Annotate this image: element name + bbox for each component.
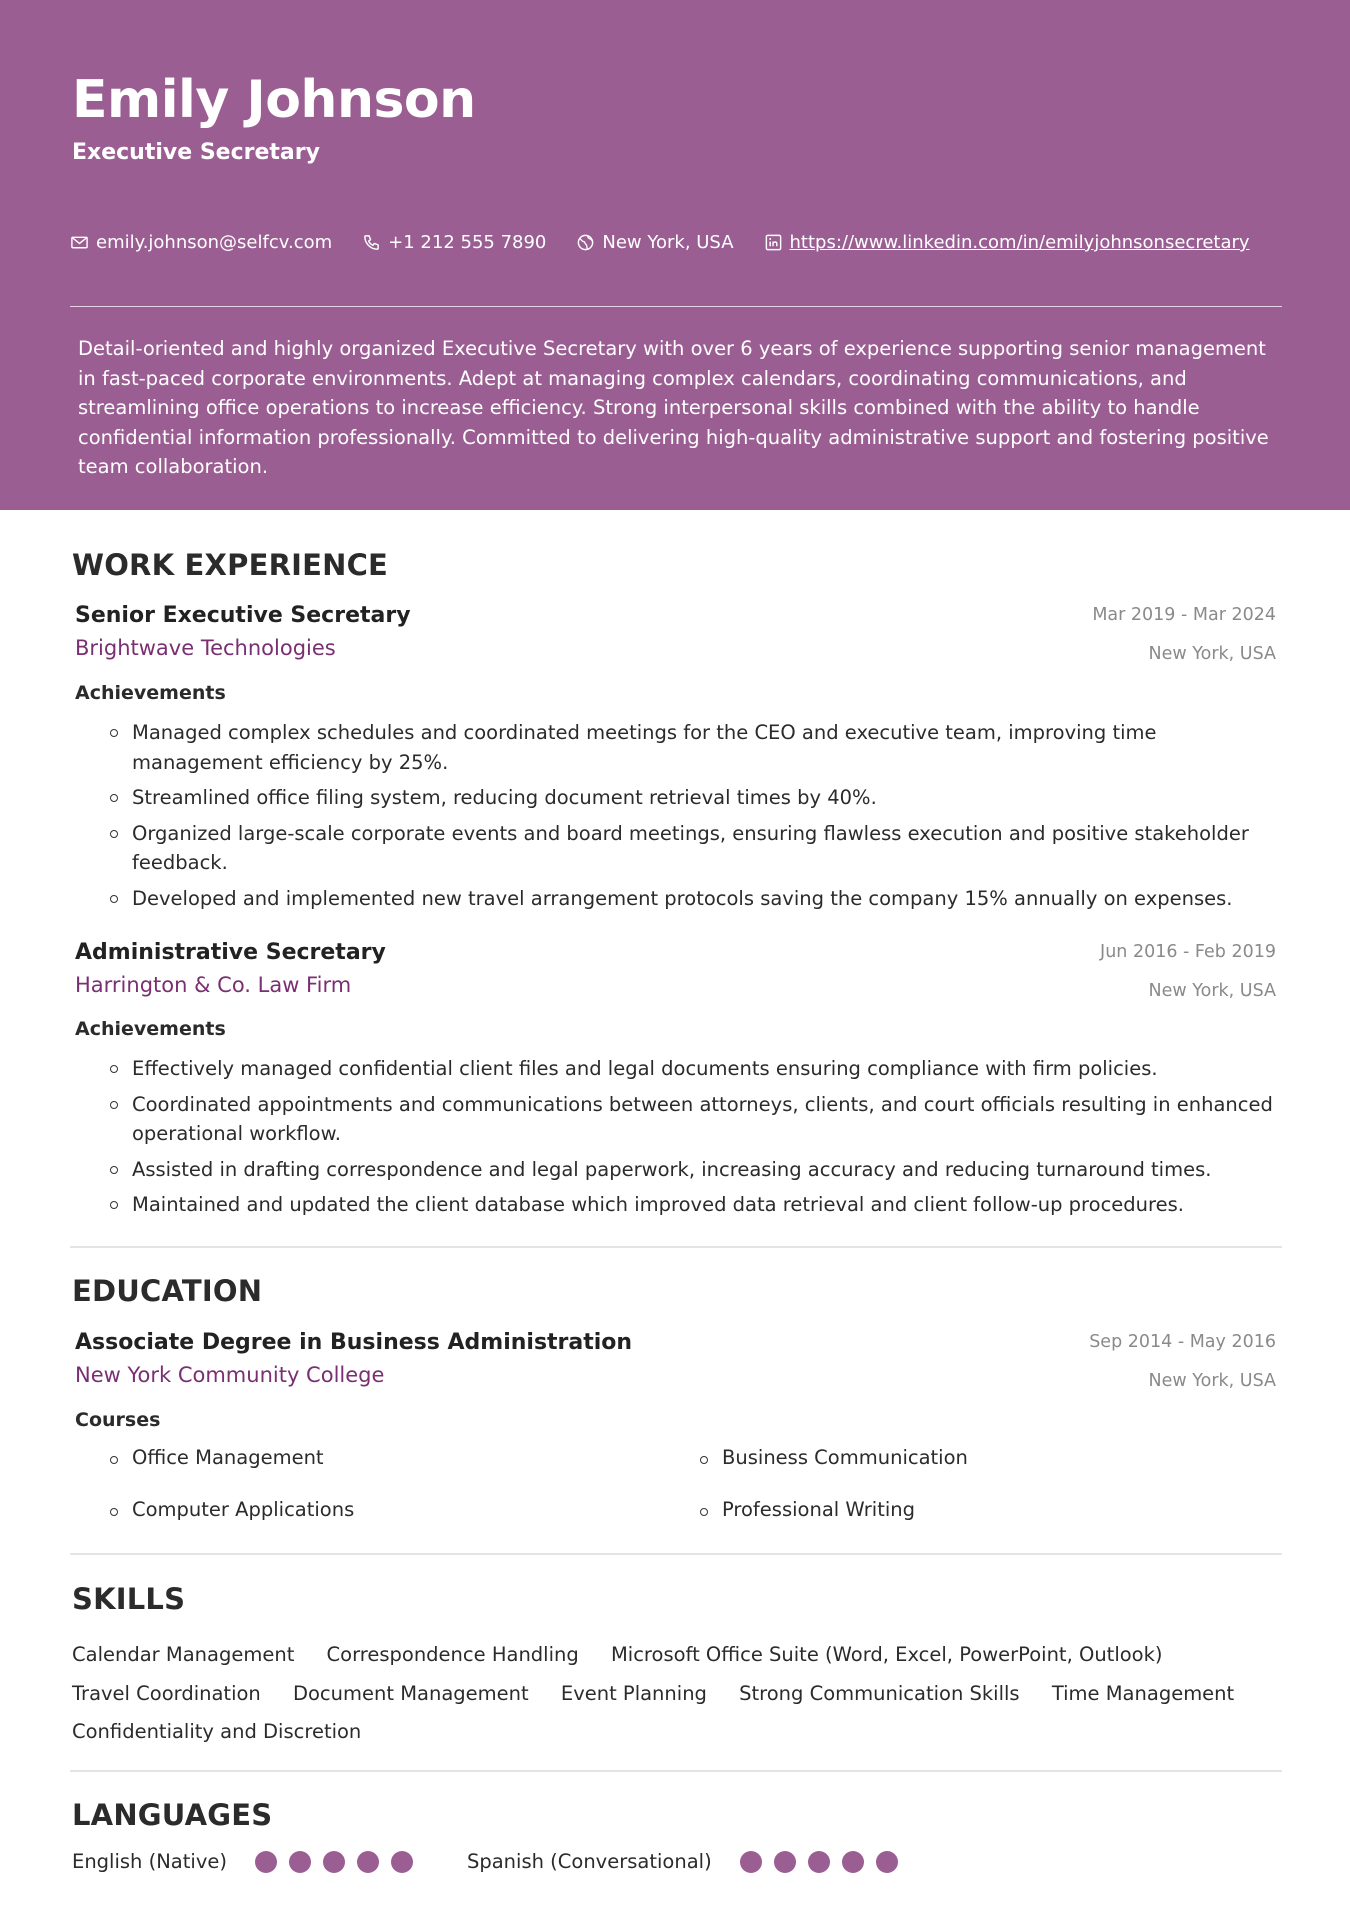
contact-email[interactable] (70, 232, 332, 253)
languages-heading: LANGUAGES (72, 1798, 273, 1832)
proficiency-dot (289, 1851, 311, 1873)
course-item: Office Management (110, 1446, 324, 1469)
linkedin-icon (764, 233, 783, 252)
skill-item: Strong Communication Skills (739, 1681, 1020, 1705)
work-experience-heading: WORK EXPERIENCE (72, 548, 389, 582)
list-item: Streamlined office filing system, reducing document retrieval times by 40%. (110, 783, 1285, 813)
section-divider (70, 1246, 1282, 1248)
language-name: English (Native) (72, 1850, 227, 1873)
skill-item: Calendar Management (72, 1643, 295, 1666)
achievements-list (110, 1054, 1285, 1226)
list-item: Coordinated appointments and communications between attorneys, clients, and court officials resulting in enhanced operational workflow. (110, 1090, 1285, 1149)
achievements-list (110, 718, 1285, 919)
header-divider (70, 306, 1282, 307)
envelope-icon (70, 233, 89, 252)
job-location: New York, USA (1148, 981, 1276, 1001)
job-dates: Mar 2019 - Mar 2024 (1092, 605, 1276, 625)
profile-summary: Detail-oriented and highly organized Executive Secretary with over 6 years of experience supporting senior management in fast-paced corporate environments. Adept at managing complex calendars, coordinating communications, and streamlining office operations to increase efficiency. Strong interpersonal skills combined with the ability to handle confidential information professionally. Committed to delivering high-quality administrative support and fostering positive team collaboration. (78, 337, 1269, 479)
list-item: Managed complex schedules and coordinated meetings for the CEO and executive team, improving time management efficiency by 25%. (110, 718, 1285, 777)
school-name: New York Community College (75, 1363, 385, 1387)
job-title: Administrative Secretary (75, 940, 386, 965)
contact-location (576, 232, 733, 253)
contact-bar (70, 232, 1300, 253)
course-item: Professional Writing (700, 1498, 915, 1521)
list-item: Organized large-scale corporate events and board meetings, ensuring flawless execution and positive stakeholder feedback. (110, 819, 1285, 878)
skill-item: Microsoft Office Suite (Word, Excel, PowerPoint, Outlook) (610, 1643, 1163, 1666)
phone-text: +1 212 555 7890 (388, 232, 547, 253)
skills-list (72, 1636, 1292, 1752)
courses-label: Courses (75, 1409, 161, 1431)
proficiency-dot (774, 1851, 796, 1873)
education-heading: EDUCATION (72, 1274, 263, 1308)
education-location: New York, USA (1148, 1371, 1276, 1391)
job-location: New York, USA (1148, 644, 1276, 664)
candidate-name: Emily Johnson (72, 70, 476, 130)
degree-title: Associate Degree in Business Administration (75, 1330, 633, 1355)
skill-item: Travel Coordination (72, 1681, 261, 1705)
list-item: Maintained and updated the client database which improved data retrieval and client follow-up procedures. (110, 1190, 1285, 1220)
language-item (467, 1850, 910, 1873)
course-item: Business Communication (700, 1446, 968, 1469)
job-title: Senior Executive Secretary (75, 603, 411, 628)
proficiency-dot (255, 1851, 277, 1873)
proficiency-dot (842, 1851, 864, 1873)
proficiency-dots (740, 1851, 910, 1873)
proficiency-dot (740, 1851, 762, 1873)
achievements-label: Achievements (75, 1018, 226, 1040)
globe-icon (576, 233, 595, 252)
company-name: Brightwave Technologies (75, 636, 336, 660)
list-item: Developed and implemented new travel arrangement protocols saving the company 15% annually on expenses. (110, 884, 1285, 914)
proficiency-dots (255, 1851, 425, 1873)
proficiency-dot (391, 1851, 413, 1873)
language-item (72, 1850, 425, 1873)
language-name: Spanish (Conversational) (466, 1850, 712, 1873)
location-text: New York, USA (602, 232, 734, 253)
section-divider (70, 1770, 1282, 1772)
linkedin-link[interactable]: https://www.linkedin.com/in/emilyjohnsonsecretary (789, 232, 1250, 253)
section-divider (70, 1553, 1282, 1555)
skill-item: Confidentiality and Discretion (72, 1720, 362, 1743)
languages-list (72, 1850, 952, 1873)
proficiency-dot (808, 1851, 830, 1873)
contact-linkedin[interactable] (764, 232, 1250, 253)
skills-heading: SKILLS (72, 1582, 186, 1616)
skill-item: Correspondence Handling (326, 1643, 579, 1666)
contact-phone[interactable] (362, 232, 546, 253)
achievements-label: Achievements (75, 682, 226, 704)
skill-item: Document Management (292, 1681, 529, 1705)
phone-icon (362, 233, 381, 252)
proficiency-dot (876, 1851, 898, 1873)
proficiency-dot (357, 1851, 379, 1873)
course-item: Computer Applications (110, 1498, 354, 1521)
list-item: Effectively managed confidential client files and legal documents ensuring compliance with firm policies. (110, 1054, 1285, 1084)
list-item: Assisted in drafting correspondence and legal paperwork, increasing accuracy and reducing turnaround times. (110, 1155, 1285, 1185)
company-name: Harrington & Co. Law Firm (75, 973, 352, 997)
candidate-title: Executive Secretary (72, 140, 320, 165)
education-dates: Sep 2014 - May 2016 (1089, 1332, 1276, 1352)
skill-item: Time Management (1051, 1681, 1235, 1705)
email-text: emily.johnson@selfcv.com (96, 232, 333, 253)
job-dates: Jun 2016 - Feb 2019 (1100, 942, 1276, 962)
proficiency-dot (323, 1851, 345, 1873)
skill-item: Event Planning (560, 1681, 707, 1705)
resume-header (0, 0, 1350, 510)
